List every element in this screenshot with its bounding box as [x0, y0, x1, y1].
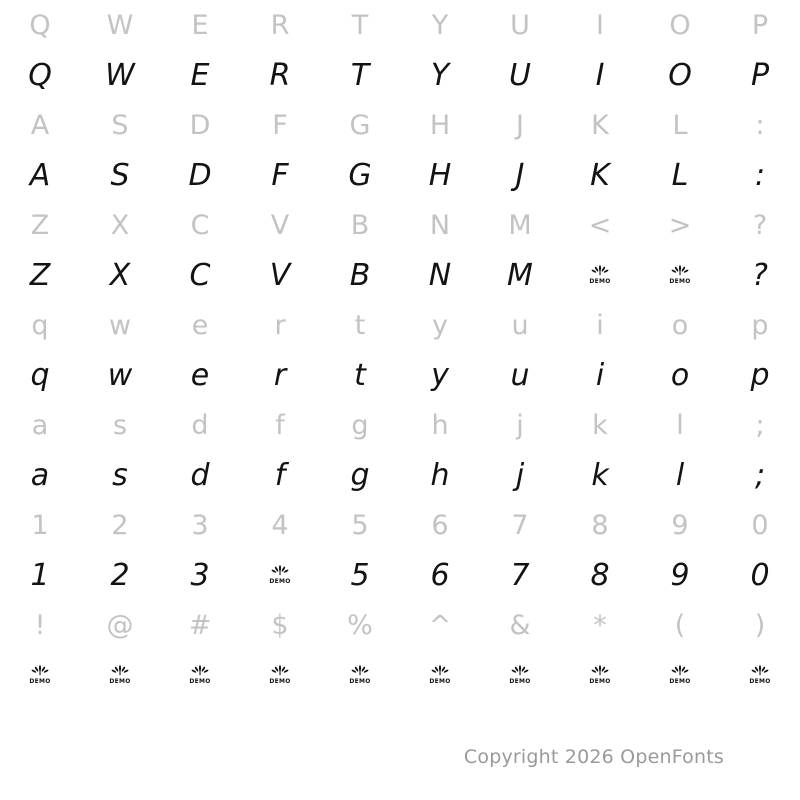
- glyph-cell: @: [106, 609, 134, 641]
- glyph-cell: o: [671, 309, 689, 341]
- glyph-cell: *: [593, 609, 607, 641]
- glyph-cell: ): [754, 609, 766, 641]
- demo-flower-icon: [589, 665, 610, 685]
- glyph-cell: o: [670, 357, 690, 393]
- demo-label: DEMO: [749, 678, 771, 685]
- glyph-cell: 0: [750, 557, 770, 593]
- glyph-cell: P: [751, 9, 769, 41]
- glyph-cell: L: [671, 157, 689, 193]
- glyph-cell: T: [351, 9, 369, 41]
- glyph-cell: 6: [430, 557, 450, 593]
- glyph-cell: g: [351, 409, 369, 441]
- glyph-cell: f: [274, 457, 286, 493]
- glyph-cell: R: [270, 9, 290, 41]
- glyph-cell: Z: [29, 257, 51, 293]
- specimen-row: [0, 650, 800, 700]
- glyph-cell: >: [668, 209, 692, 241]
- demo-watermark-icon: [320, 650, 400, 700]
- glyph-cell: h: [431, 409, 449, 441]
- glyph-cell: S: [111, 109, 129, 141]
- glyph-cell: r: [273, 357, 287, 393]
- specimen-row: [0, 250, 800, 300]
- glyph-cell: <: [588, 209, 612, 241]
- demo-flower-icon: [749, 665, 770, 685]
- glyph-cell: 9: [670, 557, 690, 593]
- glyph-cell: u: [510, 357, 530, 393]
- glyph-cell: U: [509, 57, 531, 93]
- glyph-cell: T: [350, 57, 370, 93]
- glyph-cell: u: [511, 309, 529, 341]
- demo-watermark-icon: [400, 650, 480, 700]
- glyph-cell: G: [348, 157, 372, 193]
- demo-label: DEMO: [589, 678, 611, 685]
- glyph-cell: A: [29, 157, 51, 193]
- demo-watermark-icon: [240, 650, 320, 700]
- demo-label: DEMO: [509, 678, 531, 685]
- specimen-row: [0, 50, 800, 100]
- glyph-cell: 5: [350, 557, 370, 593]
- glyph-cell: ^: [428, 609, 452, 641]
- glyph-cell: ;: [755, 409, 765, 441]
- glyph-cell: p: [751, 309, 769, 341]
- glyph-cell: W: [106, 9, 134, 41]
- glyph-cell: $: [271, 609, 289, 641]
- glyph-cell: 7: [511, 509, 529, 541]
- glyph-cell: Z: [30, 209, 50, 241]
- glyph-cell: P: [750, 57, 770, 93]
- demo-watermark-icon: [240, 550, 320, 600]
- specimen-row: [0, 550, 800, 600]
- glyph-cell: 8: [590, 557, 610, 593]
- glyph-cell: C: [190, 209, 210, 241]
- demo-watermark-icon: [560, 650, 640, 700]
- demo-watermark-icon: [80, 650, 160, 700]
- glyph-cell: #: [188, 609, 212, 641]
- glyph-cell: I: [595, 57, 605, 93]
- glyph-cell: E: [191, 9, 209, 41]
- glyph-cell: :: [754, 157, 766, 193]
- glyph-cell: 5: [351, 509, 369, 541]
- glyph-cell: l: [676, 409, 684, 441]
- glyph-cell: y: [432, 309, 448, 341]
- demo-flower-icon: [29, 665, 50, 685]
- glyph-cell: y: [431, 357, 449, 393]
- demo-watermark-icon: [160, 650, 240, 700]
- demo-label: DEMO: [429, 678, 451, 685]
- glyph-cell: U: [510, 9, 530, 41]
- glyph-cell: K: [591, 109, 609, 141]
- glyph-cell: 2: [110, 557, 130, 593]
- glyph-cell: q: [31, 309, 49, 341]
- glyph-cell: %: [347, 609, 373, 641]
- glyph-cell: H: [429, 109, 451, 141]
- glyph-cell: g: [350, 457, 370, 493]
- glyph-cell: V: [270, 209, 290, 241]
- glyph-cell: t: [354, 357, 366, 393]
- glyph-cell: !: [34, 609, 46, 641]
- reference-row: [0, 600, 800, 650]
- specimen-row: [0, 450, 800, 500]
- demo-flower-icon: [349, 665, 370, 685]
- glyph-cell: t: [354, 309, 366, 341]
- glyph-cell: E: [190, 57, 210, 93]
- specimen-row: [0, 350, 800, 400]
- demo-label: DEMO: [669, 678, 691, 685]
- glyph-cell: h: [430, 457, 450, 493]
- reference-row: [0, 0, 800, 50]
- glyph-cell: Y: [430, 57, 450, 93]
- glyph-cell: j: [515, 457, 525, 493]
- glyph-cell: W: [105, 57, 135, 93]
- glyph-cell: X: [109, 257, 131, 293]
- demo-watermark-icon: [640, 650, 720, 700]
- glyph-cell: L: [672, 109, 688, 141]
- glyph-cell: J: [515, 157, 525, 193]
- glyph-cell: F: [271, 157, 289, 193]
- demo-label: DEMO: [269, 678, 291, 685]
- glyph-cell: e: [190, 357, 210, 393]
- glyph-cell: 0: [751, 509, 769, 541]
- glyph-cell: d: [191, 409, 209, 441]
- glyph-cell: Q: [29, 9, 51, 41]
- reference-row: [0, 400, 800, 450]
- glyph-cell: X: [110, 209, 130, 241]
- demo-flower-icon: [669, 665, 690, 685]
- glyph-cell: G: [349, 109, 371, 141]
- demo-label: DEMO: [269, 578, 291, 585]
- glyph-cell: q: [30, 357, 50, 393]
- demo-flower-icon: [189, 665, 210, 685]
- demo-label: DEMO: [109, 678, 131, 685]
- glyph-cell: 6: [431, 509, 449, 541]
- glyph-cell: &: [509, 609, 531, 641]
- demo-label: DEMO: [29, 678, 51, 685]
- glyph-cell: 4: [271, 509, 289, 541]
- demo-label: DEMO: [349, 678, 371, 685]
- glyph-cell: 1: [30, 557, 50, 593]
- glyph-cell: C: [189, 257, 211, 293]
- demo-flower-icon: [269, 665, 290, 685]
- glyph-cell: I: [596, 9, 604, 41]
- demo-flower-icon: [429, 665, 450, 685]
- glyph-cell: O: [669, 9, 691, 41]
- demo-label: DEMO: [189, 678, 211, 685]
- glyph-cell: 3: [190, 557, 210, 593]
- glyph-cell: s: [112, 457, 128, 493]
- demo-flower-icon: [589, 265, 610, 285]
- glyph-cell: 7: [510, 557, 530, 593]
- glyph-cell: M: [508, 209, 532, 241]
- glyph-cell: N: [428, 257, 452, 293]
- glyph-cell: e: [191, 309, 209, 341]
- glyph-cell: F: [272, 109, 288, 141]
- glyph-cell: i: [596, 309, 604, 341]
- specimen-row: [0, 150, 800, 200]
- glyph-cell: 1: [31, 509, 49, 541]
- glyph-cell: H: [428, 157, 452, 193]
- glyph-cell: (: [674, 609, 686, 641]
- glyph-cell: R: [269, 57, 291, 93]
- glyph-cell: w: [107, 357, 133, 393]
- glyph-cell: 8: [591, 509, 609, 541]
- glyph-cell: Q: [28, 57, 52, 93]
- glyph-cell: k: [591, 457, 609, 493]
- demo-watermark-icon: [640, 250, 720, 300]
- glyph-cell: N: [429, 209, 451, 241]
- glyph-cell: w: [108, 309, 132, 341]
- glyph-cell: 2: [111, 509, 129, 541]
- glyph-cell: i: [595, 357, 605, 393]
- glyph-cell: ;: [754, 457, 766, 493]
- glyph-cell: :: [755, 109, 765, 141]
- glyph-cell: a: [31, 409, 49, 441]
- reference-row: [0, 500, 800, 550]
- demo-watermark-icon: [560, 250, 640, 300]
- glyph-cell: B: [349, 257, 371, 293]
- glyph-cell: A: [30, 109, 50, 141]
- glyph-cell: 9: [671, 509, 689, 541]
- glyph-cell: D: [189, 109, 211, 141]
- glyph-cell: d: [190, 457, 210, 493]
- glyph-cell: M: [507, 257, 533, 293]
- glyph-cell: Y: [431, 9, 449, 41]
- demo-label: DEMO: [589, 278, 611, 285]
- demo-flower-icon: [669, 265, 690, 285]
- demo-flower-icon: [109, 665, 130, 685]
- glyph-cell: l: [675, 457, 685, 493]
- copyright-footer: Copyright 2026 OpenFonts: [463, 746, 724, 768]
- demo-flower-icon: [509, 665, 530, 685]
- glyph-cell: D: [188, 157, 212, 193]
- glyph-cell: s: [112, 409, 128, 441]
- glyph-cell: f: [275, 409, 285, 441]
- demo-flower-icon: [269, 565, 290, 585]
- reference-row: [0, 200, 800, 250]
- glyph-cell: ?: [752, 209, 768, 241]
- glyph-cell: r: [274, 309, 286, 341]
- glyph-cell: 3: [191, 509, 209, 541]
- glyph-cell: a: [30, 457, 50, 493]
- demo-watermark-icon: [720, 650, 800, 700]
- demo-label: DEMO: [669, 278, 691, 285]
- glyph-cell: ?: [752, 257, 768, 293]
- glyph-cell: k: [592, 409, 608, 441]
- glyph-cell: K: [590, 157, 610, 193]
- glyph-cell: O: [668, 57, 692, 93]
- glyph-cell: B: [350, 209, 370, 241]
- glyph-cell: J: [516, 109, 524, 141]
- demo-watermark-icon: [480, 650, 560, 700]
- glyph-cell: S: [110, 157, 130, 193]
- demo-watermark-icon: [0, 650, 80, 700]
- reference-row: [0, 100, 800, 150]
- glyph-cell: V: [269, 257, 291, 293]
- glyph-cell: p: [750, 357, 770, 393]
- glyph-cell: j: [516, 409, 524, 441]
- reference-row: [0, 300, 800, 350]
